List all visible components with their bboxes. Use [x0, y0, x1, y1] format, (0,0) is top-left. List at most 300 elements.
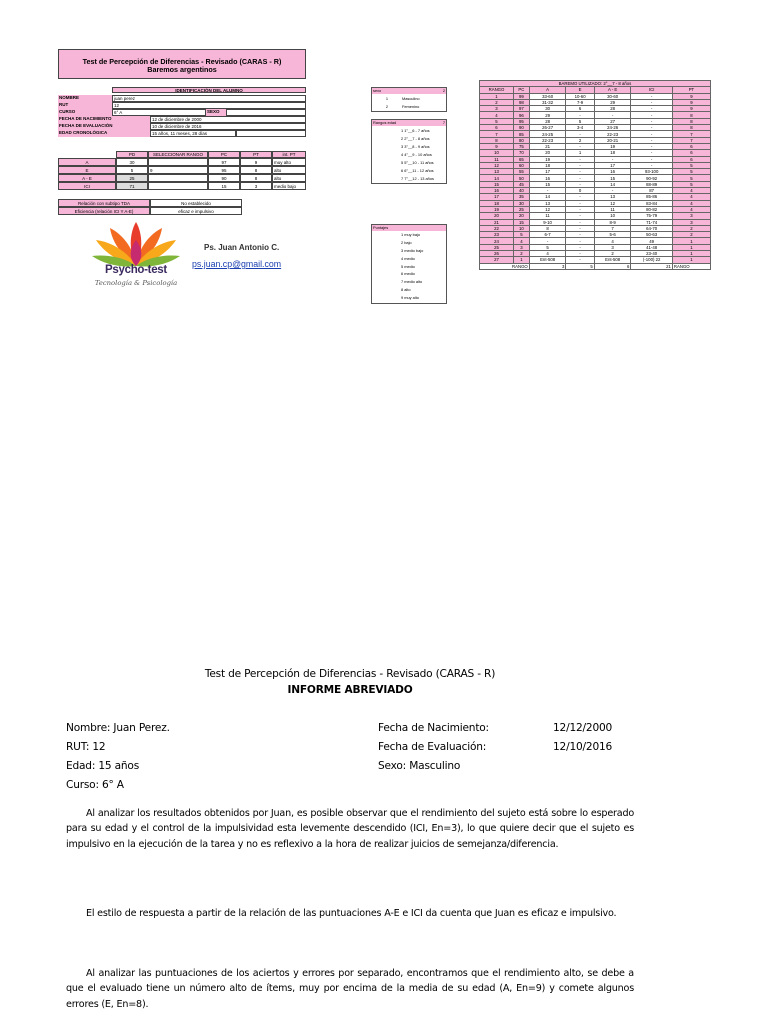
baremo-cell: 17	[480, 194, 514, 200]
age-range-option[interactable]: 7 7°__12 - 13 años	[401, 175, 434, 181]
baremo-cell: 12	[529, 206, 566, 212]
baremo-cell: 7	[480, 131, 514, 137]
baremo-cell: -	[566, 238, 594, 244]
baremo-cell: 17	[594, 162, 631, 168]
report-nombre: Nombre: Juan Perez.	[66, 722, 170, 734]
baremo-header-cell: A - E	[594, 87, 631, 93]
baremo-cell: 5	[672, 175, 710, 181]
baremo-cell: 35	[514, 194, 530, 200]
id-label-sexo: SEXO	[206, 109, 226, 116]
baremo-cell: 22-23	[529, 137, 566, 143]
puntaje-option[interactable]: 8 alto	[401, 286, 411, 292]
baremo-cell: 85	[514, 131, 530, 137]
baremo-cell: 17	[529, 169, 566, 175]
age-range-list	[371, 119, 447, 184]
age-range-option[interactable]: 1 1°__6 - 7 años	[401, 127, 430, 133]
baremo-cell: 45	[514, 181, 530, 187]
report-fecha-evaluacion-value: 12/10/2016	[553, 741, 613, 753]
baremo-cell: 6	[566, 106, 594, 112]
baremo-cell: 16	[594, 169, 631, 175]
baremo-cell: -	[566, 175, 594, 181]
baremo-cell: 15	[529, 181, 566, 187]
baremo-header-cell: RANGO	[480, 87, 514, 93]
baremo-cell: 30	[514, 200, 530, 206]
baremo-cell: 1	[672, 238, 710, 244]
baremo-cell: 3	[672, 219, 710, 225]
baremo-cell: -	[631, 150, 672, 156]
baremo-cell: 1	[514, 257, 530, 263]
baremo-cell: -	[566, 181, 594, 187]
baremo-cell: 65	[514, 156, 530, 162]
baremo-cell: 9	[672, 106, 710, 112]
baremo-cell: 8	[529, 225, 566, 231]
baremo-cell: 4	[672, 188, 710, 194]
puntaje-option[interactable]: 6 medio	[401, 271, 415, 277]
baremo-cell: 87	[631, 188, 672, 194]
baremo-cell: 9	[672, 99, 710, 105]
baremo-cell: 3-4	[566, 125, 594, 131]
id-label-curso: CURSO	[58, 109, 112, 116]
baremo-cell: -	[566, 232, 594, 238]
id-value-edad: 15 años, 11 meses, 28 días	[150, 130, 236, 137]
baremo-cell: 14	[594, 181, 631, 187]
scores-row-pd[interactable]: 71	[116, 182, 148, 190]
identification-header: IDENTIFICACIÓN DEL ALUMNO	[112, 87, 306, 93]
baremo-cell: 26-27	[529, 125, 566, 131]
baremo-cell: 10-60	[566, 93, 594, 99]
id-value-fecha-evaluacion[interactable]: 10 de diciembre de 2016	[150, 123, 306, 130]
baremo-cell: 18	[529, 162, 566, 168]
baremo-cell: -	[594, 188, 631, 194]
baremo-cell: 24	[480, 238, 514, 244]
scores-row-name: A - E	[58, 174, 116, 182]
report-paragraph-1: Al analizar los resultados obtenidos por Juan, es posible observar que el rendimiento del sujeto está sobre lo esperado para su edad y el control de la impulsividad esta levemente descendido (ICI, En=3), lo que quiere decir que el sujeto es impulsivo en la ejecución de la tarea y no es reflexivo a la hora de realizar juicios de semejanza/diferencia.	[66, 808, 634, 850]
baremo-cell: 25	[514, 206, 530, 212]
relations-block	[58, 199, 242, 217]
baremo-cell: 93-100	[631, 169, 672, 175]
baremo-cell: 2	[672, 232, 710, 238]
baremo-cell: 5	[566, 118, 594, 124]
baremo-cell: 12	[480, 162, 514, 168]
baremo-cell: -	[566, 200, 594, 206]
baremo-cell: 15	[594, 175, 631, 181]
report-fecha-evaluacion-label: Fecha de Evaluación:	[378, 741, 487, 753]
baremo-cell: 60	[514, 162, 530, 168]
baremo-cell: 90-92	[631, 175, 672, 181]
relation-label: Eficiencia (relación ICI Y A-E)	[58, 207, 150, 215]
baremo-cell: 19	[594, 143, 631, 149]
baremo-cell: 7	[594, 225, 631, 231]
baremo-cell: 22	[480, 225, 514, 231]
baremo-cell: -	[631, 106, 672, 112]
baremo-cell: 18	[480, 200, 514, 206]
baremo-cell: 41-48	[631, 244, 672, 250]
scores-row-pc: 97	[208, 158, 240, 166]
baremo-cell: 95	[514, 118, 530, 124]
baremo-cell: -	[631, 125, 672, 131]
baremo-cell: -	[566, 162, 594, 168]
baremo-cell: 3	[514, 244, 530, 250]
scores-row-name: A	[58, 158, 116, 166]
age-range-option[interactable]: 2 2°__7 - 8 años	[401, 135, 430, 141]
baremo-cell: 5	[672, 162, 710, 168]
baremo-cell: 30-60	[594, 93, 631, 99]
baremo-cell: -	[631, 93, 672, 99]
baremo-cell: 2	[566, 137, 594, 143]
baremo-cell: -	[631, 156, 672, 162]
baremo-cell: 4	[672, 194, 710, 200]
baremo-cell: -	[631, 131, 672, 137]
baremo-cell: 10	[480, 150, 514, 156]
baremo-cell: 15	[514, 219, 530, 225]
age-range-header: Rangos edad 7	[373, 120, 445, 125]
baremo-cell: -	[529, 238, 566, 244]
baremo-cell: 6	[672, 150, 710, 156]
scores-header-rango: SELECCIONAR RANGO	[148, 151, 208, 158]
baremo-cell: 27	[594, 118, 631, 124]
scores-row-rango[interactable]	[148, 174, 208, 182]
baremo-cell: 6-7	[529, 232, 566, 238]
baremo-cell: 98	[514, 99, 530, 105]
baremo-footer-row	[480, 263, 711, 269]
baremo-cell: 4	[480, 112, 514, 118]
logo-tagline: Tecnología & Psicología	[94, 279, 178, 287]
baremo-cell: 22-23	[594, 131, 631, 137]
baremo-cell: 75-79	[631, 213, 672, 219]
scores-row-pc: 90	[208, 174, 240, 182]
baremo-cell: 20	[514, 213, 530, 219]
baremo-cell: 10	[594, 213, 631, 219]
baremo-cell: 10	[514, 225, 530, 231]
title-line-2: Baremos argentinos	[147, 65, 217, 74]
scores-table	[58, 151, 306, 191]
baremo-cell: 8	[480, 137, 514, 143]
baremo-cell: 99	[514, 93, 530, 99]
baremo-header-cell: A	[529, 87, 566, 93]
baremo-cell: 21	[529, 143, 566, 149]
scores-row-pt: 9	[240, 158, 272, 166]
baremo-cell: 26	[480, 251, 514, 257]
baremo-cell: 19	[480, 206, 514, 212]
baremo-cell: -	[566, 112, 594, 118]
baremo-cell: -	[566, 225, 594, 231]
baremo-cell: 83-84	[631, 200, 672, 206]
baremo-cell: 31-32	[529, 99, 566, 105]
scores-row-rango[interactable]	[148, 158, 208, 166]
id-label-edad: EDAD CRONOLÓGICA	[58, 130, 150, 137]
scores-row-interp: alto	[272, 166, 306, 174]
baremo-cell: 28	[594, 106, 631, 112]
scores-row-pc: 95	[208, 166, 240, 174]
scores-header-pt: PT	[240, 151, 272, 158]
baremo-cell: 23-40	[631, 251, 672, 257]
baremo-cell: 14	[529, 194, 566, 200]
id-value-fecha-nacimiento[interactable]: 12 de diciembre de 2000	[150, 116, 306, 123]
baremo-header-cell: ICI	[631, 87, 672, 93]
baremo-cell: 1	[672, 257, 710, 263]
baremo-cell: 14	[480, 175, 514, 181]
baremo-cell: 70	[514, 150, 530, 156]
baremo-cell: 64-70	[631, 225, 672, 231]
baremo-cell: 7	[672, 131, 710, 137]
baremo-cell: 13	[529, 200, 566, 206]
baremo-cell: 3	[594, 244, 631, 250]
baremo-cell: 1	[672, 251, 710, 257]
sexo-list	[371, 87, 447, 112]
sexo-option[interactable]: 2 Femenino	[385, 103, 420, 109]
baremo-cell: -	[631, 137, 672, 143]
baremo-cell: -	[594, 156, 631, 162]
baremo-cell: 75	[514, 143, 530, 149]
report-subtitle: INFORME ABREVIADO	[287, 684, 413, 696]
sexo-option[interactable]: 1 Masculino	[385, 95, 420, 101]
baremo-cell: 15	[480, 181, 514, 187]
baremo-cell: 97	[514, 106, 530, 112]
baremo-cell: 12	[594, 200, 631, 206]
baremo-cell: 7	[672, 137, 710, 143]
baremo-cell: 9-10	[529, 219, 566, 225]
id-value-edad-extra	[236, 130, 306, 137]
puntaje-option[interactable]: 9 muy alto	[401, 294, 419, 300]
baremo-cell: 13	[594, 194, 631, 200]
baremo-cell: 13	[480, 169, 514, 175]
report-sexo: Sexo: Masculino	[378, 760, 461, 772]
baremo-cell: -	[631, 162, 672, 168]
report-edad: Edad: 15 años	[66, 760, 140, 772]
baremo-cell: 50-63	[631, 232, 672, 238]
baremo-title: BAREMO UTILIZADO: 2°__7 - 8 años	[480, 81, 711, 87]
baremo-cell: 80	[514, 137, 530, 143]
baremo-cell: 20-21	[594, 137, 631, 143]
baremo-cell: 8-9	[594, 219, 631, 225]
lotus-flower-icon	[88, 220, 184, 270]
contact-name: Ps. Juan Antonio C.	[204, 243, 280, 252]
age-range-option[interactable]: 4 4°__9 - 10 años	[401, 151, 432, 157]
baremo-footer-label: RANGO	[672, 263, 710, 269]
baremo-cell: 4	[594, 238, 631, 244]
baremo-cell: -	[566, 219, 594, 225]
baremo-cell: -	[631, 118, 672, 124]
baremo-cell: 8	[672, 125, 710, 131]
baremo-footer-cell: 3	[529, 263, 566, 269]
baremo-footer-cell: 5	[566, 263, 594, 269]
id-value-sexo[interactable]	[226, 109, 306, 116]
scores-row-pd: 25	[116, 174, 148, 182]
baremo-header-cell: PT	[672, 87, 710, 93]
baremo-cell: -	[566, 244, 594, 250]
baremo-footer-cell: 21	[631, 263, 672, 269]
id-label-fecha-nacimiento: FECHA DE NACIMIENTO	[58, 116, 150, 123]
scores-row-pt: 8	[240, 166, 272, 174]
scores-header-pd: PD	[116, 151, 148, 158]
baremo-cell: 20	[480, 213, 514, 219]
scores-row-pc: 15	[208, 182, 240, 190]
id-value-rut[interactable]: 12	[112, 102, 306, 109]
baremo-cell: 5	[672, 169, 710, 175]
title-box	[58, 49, 306, 79]
scores-row-interp: medio bajo	[272, 182, 306, 190]
baremo-cell: 20	[529, 150, 566, 156]
puntajes-header: Puntajes	[372, 225, 446, 231]
identification-block	[58, 87, 306, 147]
scores-row-pt: 3	[240, 182, 272, 190]
baremo-cell: 3	[480, 106, 514, 112]
baremo-cell: 5	[480, 118, 514, 124]
scores-row-name: ICI	[58, 182, 116, 190]
baremo-cell: 90	[514, 125, 530, 131]
baremo-cell: 25	[480, 244, 514, 250]
contact-email[interactable]: ps.juan.cp@gmail.com	[192, 259, 282, 269]
baremo-cell: 6	[480, 125, 514, 131]
baremo-cell: 6	[672, 156, 710, 162]
baremo-cell: 55	[514, 169, 530, 175]
baremo-cell: -	[566, 169, 594, 175]
relation-value: eficaz e impulsivo	[150, 207, 242, 215]
sexo-list-header: sexo 2	[373, 88, 445, 93]
id-label-fecha-evaluacion: FECHA DE EVALUACIÓN	[58, 123, 150, 130]
baremo-cell: 4	[514, 238, 530, 244]
scores-header-pc: PC	[208, 151, 240, 158]
baremo-cell: 11	[480, 156, 514, 162]
relation-label: Relación con subtipo TDA	[58, 199, 150, 207]
baremo-cell: 30	[529, 106, 566, 112]
baremo-cell: 5	[514, 232, 530, 238]
id-label-nombre: NOMBRE	[58, 95, 112, 102]
scores-row-interp: muy alto	[272, 158, 306, 166]
baremo-cell: 88-89	[631, 181, 672, 187]
baremo-cell: 4	[672, 200, 710, 206]
baremo-cell: -	[594, 112, 631, 118]
puntaje-option[interactable]: 2 bajo	[401, 240, 412, 246]
baremo-cell: 18	[594, 150, 631, 156]
baremo-cell: 7-9	[566, 99, 594, 105]
puntaje-option[interactable]: 4 medio	[401, 255, 415, 261]
baremo-cell: 6	[672, 143, 710, 149]
baremo-cell: 29	[529, 112, 566, 118]
baremo-cell: 24-25	[529, 131, 566, 137]
baremo-cell: 28	[529, 118, 566, 124]
age-range-option[interactable]: 6 6°__11 - 12 años	[401, 167, 434, 173]
id-label-rut: RUT	[58, 102, 112, 109]
baremo-cell: 80-82	[631, 206, 672, 212]
report-paragraph-3: Al analizar las puntuaciones de los aciertos y errores por separado, encontramos que el rendimiento alto, se debe a que el evaluado tiene un número alto de ítems, muy por encima de la media de su edad (A, En=9) y comete algunos errores (E, En=8).	[66, 968, 634, 1010]
title-line-1: Test de Percepción de Diferencias - Revisado (CARAS - R)	[82, 57, 282, 66]
baremo-cell: -	[631, 99, 672, 105]
puntaje-option[interactable]: 3 medio bajo	[401, 247, 424, 253]
baremo-cell: 29	[594, 99, 631, 105]
id-value-curso[interactable]: 6° A	[112, 109, 206, 116]
baremo-cell: -	[566, 257, 594, 263]
baremo-cell: 50	[514, 175, 530, 181]
report-rut: RUT: 12	[66, 741, 106, 753]
baremo-cell: 21	[480, 219, 514, 225]
baremo-cell: 2	[594, 251, 631, 257]
baremo-cell: 11	[594, 206, 631, 212]
baremo-cell: 8	[672, 118, 710, 124]
report-title: Test de Percepción de Diferencias - Revisado (CARAS - R)	[204, 668, 496, 680]
report-curso: Curso: 6° A	[66, 779, 124, 791]
logo-brand: Psycho-test	[105, 264, 167, 276]
baremo-cell: 5	[529, 244, 566, 250]
baremo-cell: -	[566, 143, 594, 149]
baremo-cell: 8	[672, 112, 710, 118]
puntaje-option[interactable]: 5 medio	[401, 263, 415, 269]
baremo-cell: 1	[566, 150, 594, 156]
baremo-cell: 1	[480, 93, 514, 99]
baremo-cell: 9	[480, 143, 514, 149]
baremo-header-cell: PC	[514, 87, 530, 93]
baremo-cell: 11	[529, 213, 566, 219]
baremo-header-cell: E	[566, 87, 594, 93]
baremo-cell: 27	[480, 257, 514, 263]
baremo-cell: -	[566, 131, 594, 137]
scores-row-rango[interactable]: 9	[148, 166, 208, 174]
baremo-cell: 2	[514, 251, 530, 257]
baremo-body	[480, 93, 711, 263]
baremo-cell: 16	[529, 175, 566, 181]
id-value-nombre[interactable]: juan perez	[112, 95, 306, 102]
baremo-cell: (-100) 22	[631, 257, 672, 263]
baremo-cell: 1	[672, 244, 710, 250]
age-range-option[interactable]: 5 5°__10 - 11 años	[401, 159, 434, 165]
scores-row-interp: alto	[272, 174, 306, 182]
baremo-cell: 2	[480, 99, 514, 105]
baremo-cell: 4	[529, 251, 566, 257]
baremo-cell: 19	[529, 156, 566, 162]
puntaje-option[interactable]: 1 muy bajo	[401, 232, 421, 238]
baremo-cell: -	[566, 213, 594, 219]
baremo-cell: 5-6	[594, 232, 631, 238]
scores-row-pt: 8	[240, 174, 272, 182]
baremo-cell: -	[631, 112, 672, 118]
baremo-cell: 23	[480, 232, 514, 238]
baremo-cell: 3	[672, 213, 710, 219]
psycho-test-logo	[88, 220, 184, 292]
puntajes-list	[371, 224, 447, 304]
baremo-cell: 5	[672, 181, 710, 187]
baremo-table	[479, 80, 711, 270]
scores-header-interp: int. PT	[272, 151, 306, 158]
scores-row-name: E	[58, 166, 116, 174]
baremo-cell: 9	[672, 93, 710, 99]
relation-value: No establecido	[150, 199, 242, 207]
age-range-option[interactable]: 3 3°__8 - 9 años	[401, 143, 430, 149]
baremo-cell: 96	[514, 112, 530, 118]
baremo-cell: 24-26	[594, 125, 631, 131]
baremo-cell: 16	[480, 188, 514, 194]
scores-row-pd[interactable]: 30	[116, 158, 148, 166]
scores-row-rango[interactable]	[148, 182, 208, 190]
baremo-cell: 49	[631, 238, 672, 244]
report-fecha-nacimiento-value: 12/12/2000	[553, 722, 613, 734]
baremo-cell: -	[566, 206, 594, 212]
baremo-cell: Ent-508	[594, 257, 631, 263]
baremo-cell: -	[566, 251, 594, 257]
baremo-footer-label: RANGO	[480, 263, 530, 269]
baremo-cell: -	[566, 194, 594, 200]
puntaje-option[interactable]: 7 medio alto	[401, 279, 423, 285]
baremo-cell: 0	[566, 188, 594, 194]
baremo-cell: -	[631, 143, 672, 149]
baremo-cell: 40	[514, 188, 530, 194]
scores-row-pd[interactable]: 5	[116, 166, 148, 174]
baremo-cell: 85-86	[631, 194, 672, 200]
report-paragraph-2: El estilo de respuesta a partir de la relación de las puntuaciones A-E e ICI da cuenta que Juan es eficaz e impulsivo.	[86, 908, 617, 919]
baremo-cell: Ent-508	[529, 257, 566, 263]
baremo-cell: -	[566, 156, 594, 162]
baremo-footer-cell: 6	[594, 263, 631, 269]
baremo-cell: 71-74	[631, 219, 672, 225]
